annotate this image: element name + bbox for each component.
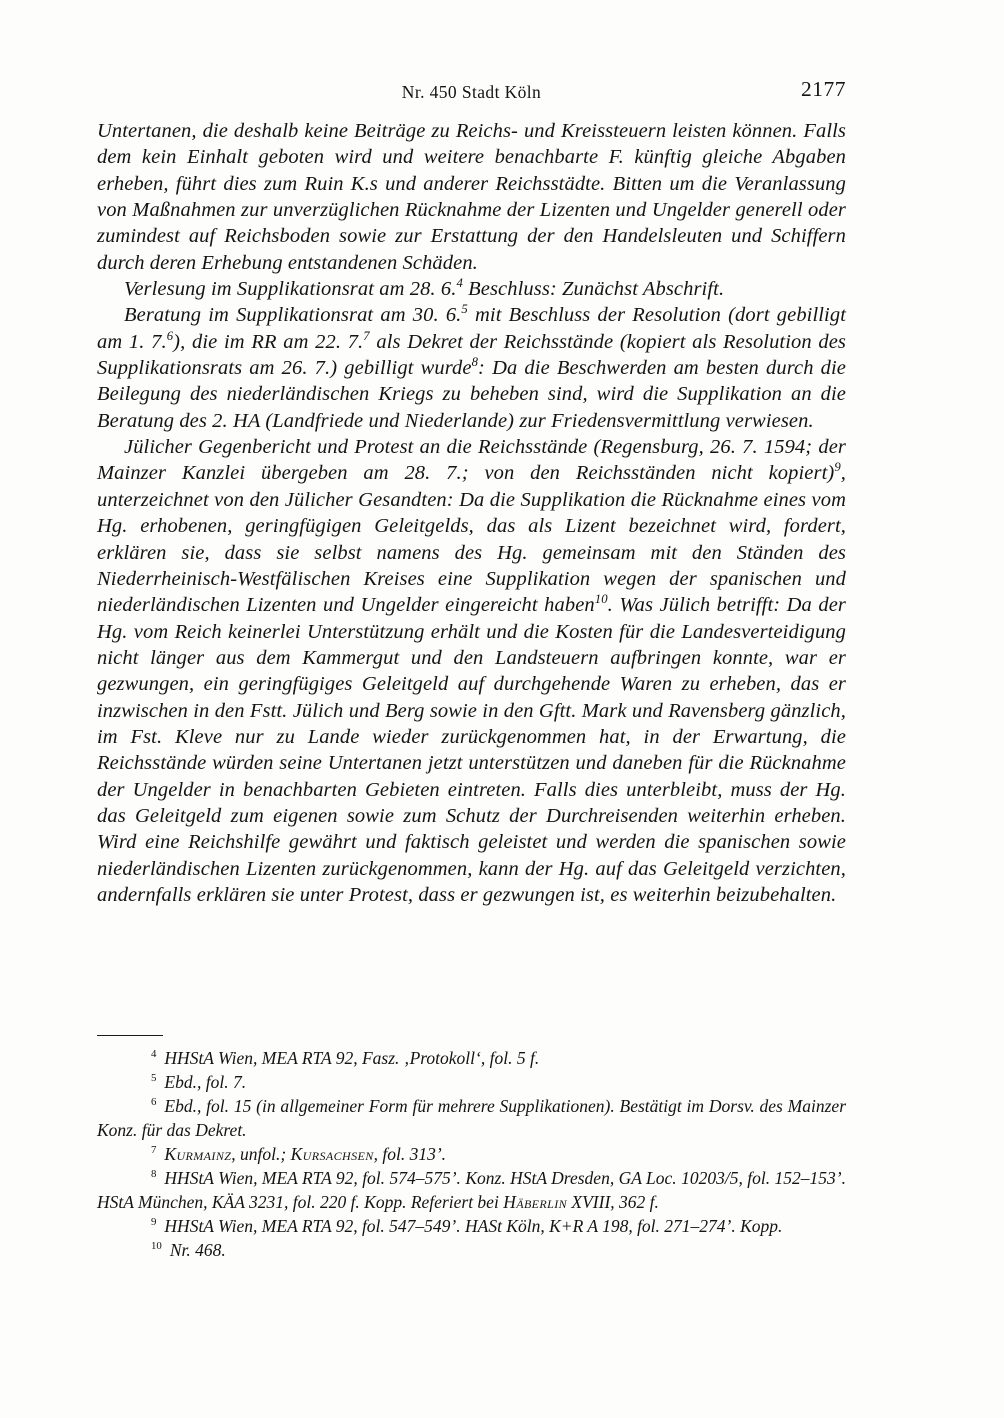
small-caps-name: Kursachsen xyxy=(290,1144,374,1164)
footnote-reference: 10 xyxy=(594,592,608,607)
footnote: $^6$ Ebd., fol. 15 (in allgemeiner Form für mehrere Supplikationen). Bestätigt im Dorsv. des Mainzer Konz. für das Dekret. xyxy=(97,1096,846,1140)
footnote: $^5$ Ebd., fol. 7. xyxy=(151,1072,247,1092)
footnote-reference: 4 xyxy=(456,276,463,291)
footnote-reference: 9 xyxy=(834,460,841,475)
footnote-text: Ebd., fol. 15 (in allgemeiner Form für mehrere Supplikationen). Bestätigt im Dorsv. des Mainzer Konz. für das Dekret. xyxy=(97,1096,846,1140)
footnote: $^8$ HHStA Wien, MEA RTA 92, fol. 574–575’. Konz. HStA Dresden, GA Loc. 10203/5, fol. 152–153’. HStA München, KÄA 3231, fol. 220 f. Kopp. Referiert bei Häberlin XVIII, 362 f. xyxy=(97,1168,846,1212)
main-text-block xyxy=(97,118,846,908)
paragraph: Beratung im Supplikationsrat am 30. 6.$^5$ mit Beschluss der Resolution (dort gebilligt am 1. 7.$^6$), die im RR am 22. 7.$^7$ als Dekret der Reichsstände (kopiert als Resolution des Supplikationsrats am 26. 7.) gebilligt wurde$^8$: Da die Beschwerden am besten durch die Beilegung des niederländischen Kriegs zu beheben sind, wird die Supplikation an die Beratung des 2. HA (Landfriede und Niederlande) zur Friedensvermittlung verwiesen. xyxy=(97,302,847,432)
footnote-text: HHStA Wien, MEA RTA 92, fol. 547–549’. HASt Köln, K+R A 198, fol. 271–274’. Kopp. xyxy=(164,1216,783,1236)
paragraph: Jülicher Gegenbericht und Protest an die Reichsstände (Regensburg, 26. 7. 1594; der Mainzer Kanzlei übergeben am 28. 7.; von den Reichsständen nicht kopiert)$^9$, unterzeichnet von den Jülicher Gesandten: Da die Supplikation die Rücknahme eines vom Hg. erhobenen, geringfügigen Geleitgelds, das als Lizent bezeichnet wird, fordert, erklären sie, dass sie selbst namens des Hg. gemeinsam mit den Ständen des Niederrheinisch-Westfälischen Kreises eine Supplikation wegen der spanischen und niederländischen Lizenten und Ungelder eingereicht haben$^{10}$. Was Jülich betrifft: Da der Hg. vom Reich keinerlei Unterstützung erhält und die Kosten für die Landesverteidigung nicht länger aus dem Kammergut und den Landsteuern aufbringen konnte, war er gezwungen, ein geringfügiges Geleitgeld auf durchgehende Waren zu erheben, das er inzwischen in den Fstt. Jülich und Berg sowie in den Gftt. Mark und Ravensberg gänzlich, im Fst. Kleve nur zu Lande wieder zurückgenommen hat, in der Erwartung, die Reichsstände würden seine Untertanen jetzt unterstützen und daneben für die Rücknahme der Ungelder in benachbarten Gebieten eintreten. Falls dies unterbleibt, muss der Hg. das Geleitgeld zum eigenen sowie zum Schutz der Durchreisenden weiterhin erheben. Wird eine Reichshilfe gewährt und faktisch geleistet und werden die spanischen sowie niederländischen Lizenten zurückgenommen, kann der Hg. auf das Geleitgeld verzichten, andernfalls erklären sie unter Protest, dass er gezwungen ist, es weiterhin beizubehalten. xyxy=(97,436,846,906)
footnote-text: HHStA Wien, MEA RTA 92, fol. 574–575’. Konz. HStA Dresden, GA Loc. 10203/5, fol. 152–153’. HStA München, KÄA 3231, fol. 220 f. Kopp. Referiert bei Häberlin XVIII, 362 f. xyxy=(97,1168,846,1212)
paragraph: Verlesung im Supplikationsrat am 28. 6.$^4$ Beschluss: Zunächst Abschrift. xyxy=(124,276,725,301)
footnote-reference: 8 xyxy=(471,355,479,370)
footnotes-block xyxy=(97,1046,846,1262)
footnote-text: Kurmainz, unfol.; Kursachsen, fol. 313’. xyxy=(164,1144,447,1164)
footnote-reference: 7 xyxy=(363,328,370,343)
footnote: $^{10}$ Nr. 468. xyxy=(151,1240,226,1260)
footnote-text: Nr. 468. xyxy=(169,1240,226,1260)
footnote-separator-rule xyxy=(97,1035,163,1036)
running-head-title: Nr. 450 Stadt Köln xyxy=(401,82,542,102)
footnote-reference: 5 xyxy=(461,302,468,317)
footnote: $^7$ Kurmainz, unfol.; Kursachsen, fol. 313’. xyxy=(151,1144,447,1164)
footnote: $^4$ HHStA Wien, MEA RTA 92, Fasz. ‚Protokoll‘, fol. 5 f. xyxy=(151,1048,540,1068)
paragraph: Untertanen, die deshalb keine Beiträge zu Reichs- und Kreissteuern leisten können. Falls dem kein Einhalt geboten wird und weitere benachbarte F. künftig gleiche Abgaben erheben, führt dies zum Ruin K.s und anderer Reichsstädte. Bitten um die Veranlassung von Maßnahmen zur unverzüglichen Rücknahme der Lizenten und Ungelder generell oder zumindest auf Reichsboden sowie zur Erstattung der den Handelsleuten und Schiffern durch deren Erhebung entstandenen Schäden. xyxy=(97,120,846,274)
footnote-text: Ebd., fol. 7. xyxy=(164,1072,247,1092)
footnote-text: HHStA Wien, MEA RTA 92, Fasz. ‚Protokoll‘, fol. 5 f. xyxy=(164,1048,540,1068)
running-head xyxy=(97,77,846,106)
small-caps-name: Kurmainz xyxy=(164,1144,232,1164)
footnote-reference: 6 xyxy=(166,328,174,343)
page-number: 2177 xyxy=(801,77,846,101)
footnote: $^9$ HHStA Wien, MEA RTA 92, fol. 547–549’. HASt Köln, K+R A 198, fol. 271–274’. Kopp. xyxy=(151,1216,783,1236)
small-caps-name: Häberlin xyxy=(503,1192,568,1212)
